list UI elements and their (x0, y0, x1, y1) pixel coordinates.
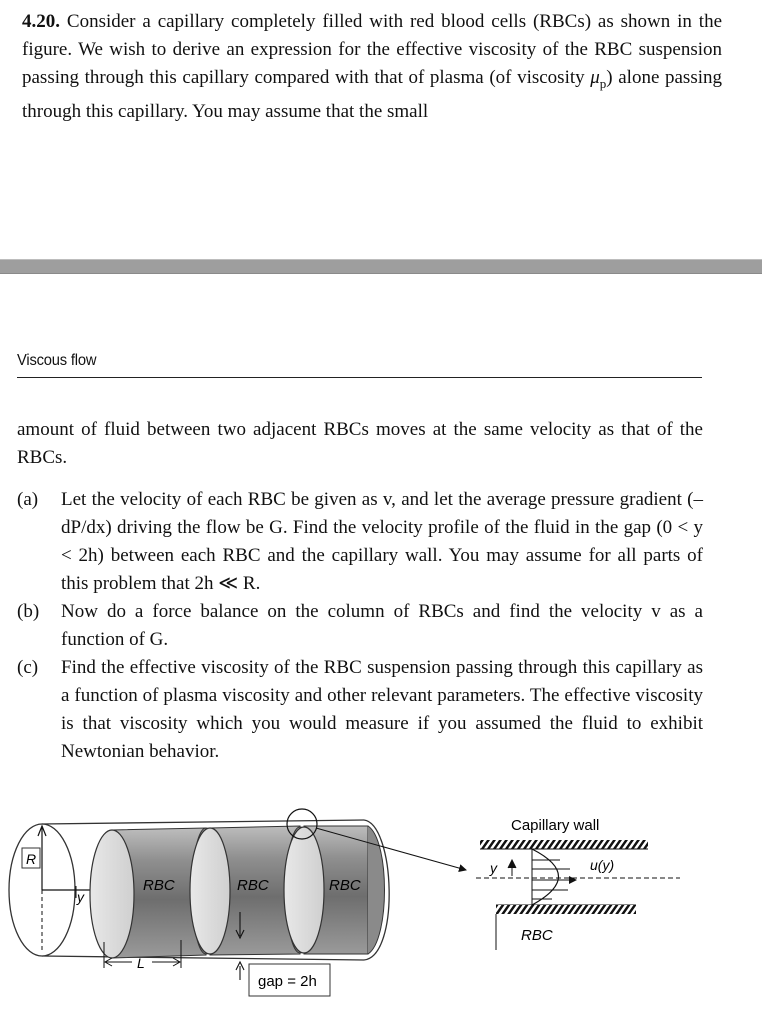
part-b (17, 598, 703, 654)
part-b-text: Now do a force balance on the column of RBCs and find the velocity v as a function of G. (61, 601, 703, 650)
part-a-text: Let the velocity of each RBC be given as v, and let the average pressure gradient (–dP/dx) driving the flow be G. Find the velocity profile of the fluid in the gap (0 < y < 2h) between each RBC and the capillary wall. You may assume for all parts of this problem that 2h ≪ R. (61, 489, 703, 594)
inset-velocity-label: u(y) (590, 857, 615, 873)
problem-parts (17, 486, 703, 766)
page-header: Viscous flow (17, 352, 97, 369)
gap-label: gap = 2h (258, 973, 317, 990)
header-rule (17, 377, 702, 378)
part-c (17, 654, 703, 766)
continuation-text: amount of fluid between two adjacent RBCs moves at the same velocity as that of the RBCs. (17, 419, 703, 468)
rbc-surface-hatch (496, 905, 636, 914)
inset-rbc-label: RBC (521, 927, 553, 944)
radius-label: R (26, 851, 37, 867)
inset-wall-label: Capillary wall (511, 817, 600, 834)
rbc-label-3: RBC (329, 877, 361, 894)
rbc-label-2: RBC (237, 877, 269, 894)
gap-inset (476, 817, 680, 950)
problem-statement (22, 8, 722, 126)
problem-number: 4.20. (22, 11, 60, 32)
part-a-label: (a) (17, 489, 39, 510)
capillary-wall-hatch (480, 840, 648, 849)
problem-text-start: Consider a capillary completely filled with red blood cells (RBCs) as shown in the figure. We wish to derive an expression for the effective viscosity of the RBC suspension passing through this capillary compared with that of plasma (of viscosity (22, 11, 723, 88)
capillary-diagram (0, 790, 762, 1024)
part-c-label: (c) (17, 657, 39, 678)
capillary-figure (0, 790, 762, 1024)
length-label: L (137, 955, 145, 971)
problem-text-end: ) alone passing through this capillary. You may assume that the small (22, 67, 722, 122)
part-a (17, 486, 703, 598)
part-c-text: Find the effective viscosity of the RBC suspension passing through this capillary as a function of plasma viscosity and other relevant parameters. The effective viscosity is that viscosity which you would measure if you assumed the fluid to exhibit Newtonian behavior. (61, 657, 703, 762)
inset-y-label: y (490, 860, 497, 876)
part-b-label: (b) (17, 601, 40, 622)
page-break-band (0, 259, 762, 274)
mu-subscript: p (599, 75, 607, 91)
rbc-label-1: RBC (143, 877, 175, 894)
y-label: y (77, 889, 84, 905)
mu-symbol: μ (590, 67, 600, 88)
